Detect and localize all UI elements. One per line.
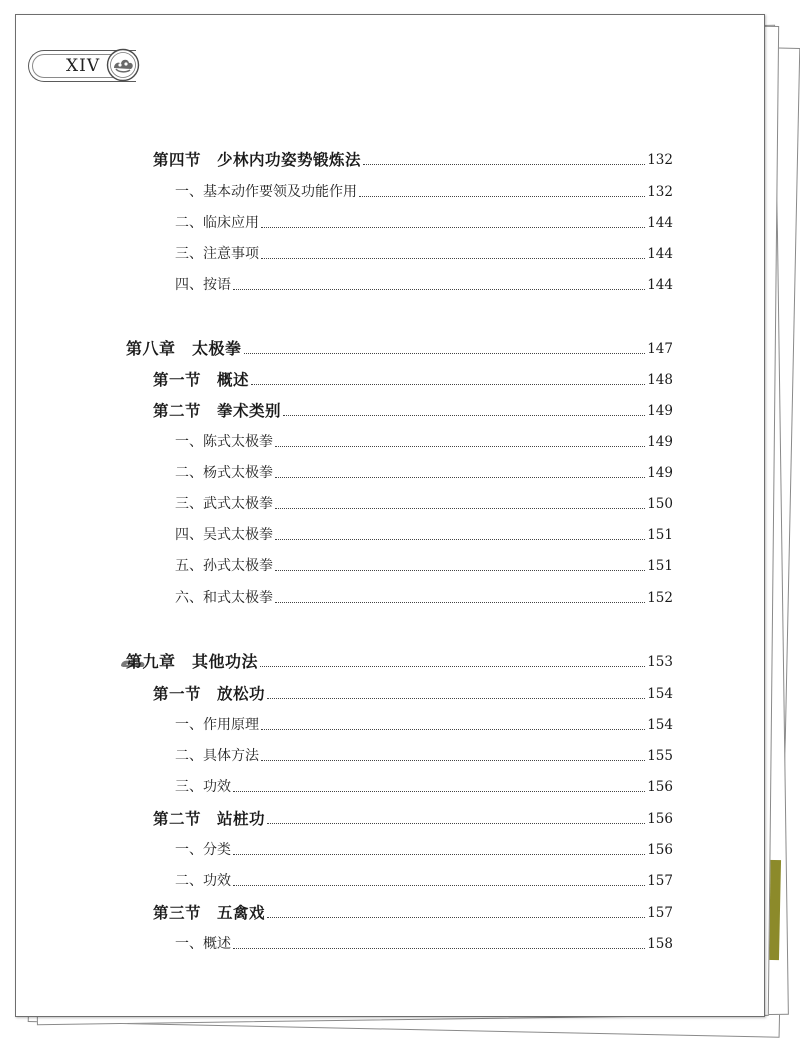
toc-entry-title: 二、临床应用 xyxy=(175,215,259,231)
toc-entry-item[interactable] xyxy=(175,273,673,297)
dot-leader xyxy=(251,384,645,385)
toc-entry-page: 151 xyxy=(647,558,673,574)
toc-entry-page: 156 xyxy=(647,811,673,827)
toc-entry-page: 154 xyxy=(647,717,673,733)
toc-entry-item[interactable] xyxy=(175,713,673,737)
toc-entry-section[interactable] xyxy=(153,682,673,706)
toc-entry-title: 第四节 少林内功姿势锻炼法 xyxy=(153,150,362,169)
toc-entry-page: 144 xyxy=(647,246,673,262)
toc-entry-title: 四、吴式太极拳 xyxy=(175,527,273,543)
toc-entry-item[interactable] xyxy=(175,461,673,485)
toc-entry-item[interactable] xyxy=(175,554,673,578)
toc-entry-item[interactable] xyxy=(175,744,673,768)
toc-entry-title: 五、孙式太极拳 xyxy=(175,558,273,574)
toc-entry-page: 152 xyxy=(647,590,673,606)
toc-entry-section[interactable] xyxy=(153,148,673,172)
page-number: XIV xyxy=(66,56,101,76)
toc-entry-title: 一、分类 xyxy=(175,842,231,858)
dot-leader xyxy=(261,729,645,730)
dot-leader xyxy=(233,948,645,949)
toc-entry-page: 151 xyxy=(647,527,673,543)
toc-entry-title: 一、基本动作要领及功能作用 xyxy=(175,184,357,200)
toc-entry-page: 150 xyxy=(647,496,673,512)
toc-entry-title: 二、功效 xyxy=(175,873,231,889)
dot-leader xyxy=(261,227,645,228)
toc-entry-title: 三、功效 xyxy=(175,779,231,795)
toc-entry-title: 一、作用原理 xyxy=(175,717,259,733)
toc-entry-page: 148 xyxy=(647,372,673,388)
toc-entry-item[interactable] xyxy=(175,430,673,454)
toc-entry-page: 154 xyxy=(647,686,673,702)
toc-entry-page: 149 xyxy=(647,403,673,419)
dot-leader xyxy=(275,570,645,571)
toc-entry-title: 四、按语 xyxy=(175,277,231,293)
toc-entry-page: 153 xyxy=(647,654,673,670)
dot-leader xyxy=(233,791,645,792)
toc-entry-item[interactable] xyxy=(175,586,673,610)
toc-entry-item[interactable] xyxy=(175,838,673,862)
toc-entry-title: 二、杨式太极拳 xyxy=(175,465,273,481)
toc-entry-title: 第三节 五禽戏 xyxy=(153,903,266,922)
toc-entry-page: 156 xyxy=(647,842,673,858)
dot-leader xyxy=(260,666,645,667)
dot-leader xyxy=(233,854,645,855)
toc-entry-title: 第二节 拳术类别 xyxy=(153,401,282,420)
toc-entry-title: 三、注意事项 xyxy=(175,246,259,262)
toc-entry-page: 157 xyxy=(647,905,673,921)
dot-leader xyxy=(267,823,645,824)
toc-entry-title: 第一节 放松功 xyxy=(153,684,266,703)
toc-entry-page: 147 xyxy=(647,341,673,357)
toc-entry-title: 第九章 其他功法 xyxy=(126,652,259,671)
toc-entry-item[interactable] xyxy=(175,869,673,893)
toc-entry-title: 一、陈式太极拳 xyxy=(175,434,273,450)
toc-entry-section[interactable] xyxy=(153,399,673,423)
toc-entry-item[interactable] xyxy=(175,932,673,956)
toc-entry-page: 158 xyxy=(647,936,673,952)
toc-entry-item[interactable] xyxy=(175,242,673,266)
toc-entry-title: 第二节 站桩功 xyxy=(153,809,266,828)
dot-leader xyxy=(275,539,645,540)
toc-entry-title: 第八章 太极拳 xyxy=(126,339,242,358)
toc-entry-section[interactable] xyxy=(153,807,673,831)
toc-entry-page: 149 xyxy=(647,434,673,450)
toc-entry-page: 157 xyxy=(647,873,673,889)
toc-entry-title: 第一节 概述 xyxy=(153,370,250,389)
toc-entry-page: 155 xyxy=(647,748,673,764)
toc-entry-page: 156 xyxy=(647,779,673,795)
toc-entry-page: 132 xyxy=(647,152,673,168)
toc-entry-title: 三、武式太极拳 xyxy=(175,496,273,512)
dot-leader xyxy=(233,885,645,886)
dot-leader xyxy=(275,477,645,478)
toc-entry-page: 144 xyxy=(647,277,673,293)
toc-entry-title: 二、具体方法 xyxy=(175,748,259,764)
dot-leader xyxy=(275,446,645,447)
toc-entry-title: 一、概述 xyxy=(175,936,231,952)
toc-entry-item[interactable] xyxy=(175,523,673,547)
toc-entry-page: 132 xyxy=(647,184,673,200)
dot-leader xyxy=(283,415,645,416)
toc-entry-page: 149 xyxy=(647,465,673,481)
dot-leader xyxy=(244,353,646,354)
toc-entry-chapter[interactable] xyxy=(126,650,673,674)
dot-leader xyxy=(261,258,645,259)
toc-entry-item[interactable] xyxy=(175,211,673,235)
toc-entry-item[interactable] xyxy=(175,492,673,516)
dot-leader xyxy=(267,698,645,699)
toc-entry-section[interactable] xyxy=(153,901,673,925)
dot-leader xyxy=(233,289,645,290)
toc-entry-page: 144 xyxy=(647,215,673,231)
toc-entry-section[interactable] xyxy=(153,368,673,392)
toc-entry-item[interactable] xyxy=(175,775,673,799)
toc-entry-chapter[interactable] xyxy=(126,337,673,361)
dot-leader xyxy=(275,602,645,603)
dot-leader xyxy=(275,508,645,509)
dot-leader xyxy=(267,917,645,918)
dot-leader xyxy=(261,760,645,761)
toc-entry-item[interactable] xyxy=(175,180,673,204)
dot-leader xyxy=(363,164,645,165)
toc-entry-title: 六、和式太极拳 xyxy=(175,590,273,606)
dot-leader xyxy=(359,196,645,197)
